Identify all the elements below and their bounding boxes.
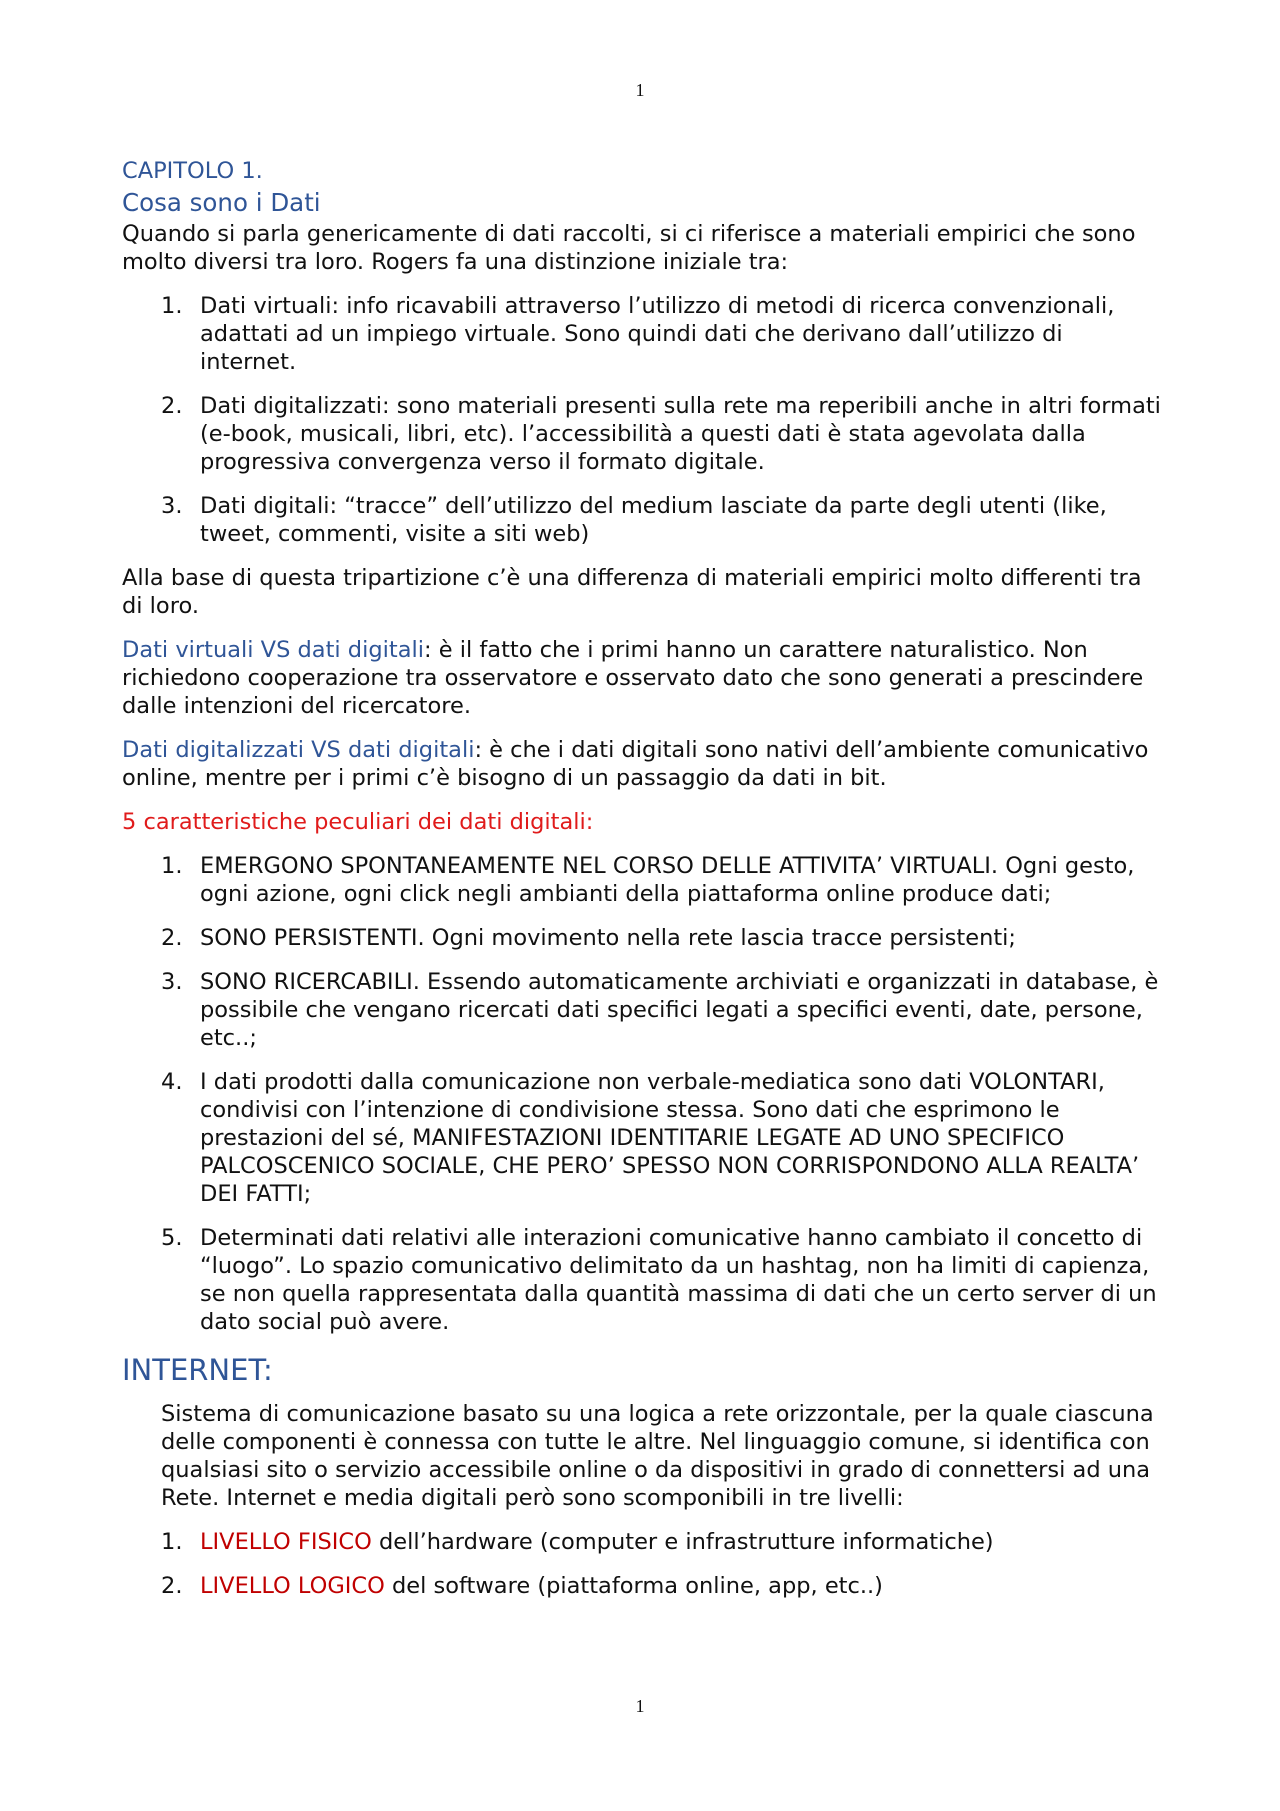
tripartition-paragraph: Alla base di questa tripartizione c’è una differenza di materiali empirici molto differenti tra di loro. [122, 565, 1142, 619]
list-number: 5. [161, 1225, 183, 1251]
list-item [122, 924, 1162, 952]
level-label: LIVELLO FISICO [200, 1529, 372, 1555]
internet-heading: INTERNET: [122, 1353, 273, 1387]
list-text: Dati digitalizzati: sono materiali presenti sulla rete ma reperibili anche in altri formati (e-book, musicali, libri, etc). l’accessibilità a questi dati è stata agevolata dalla progressiva convergenza verso il formato digitale. [200, 393, 1161, 475]
list-text: Dati digitali: “tracce” dell’utilizzo del medium lasciate da parte degli utenti (like, tweet, commenti, visite a siti web) [200, 493, 1107, 547]
features-list [122, 852, 1162, 1336]
list-number: 3. [161, 493, 183, 519]
internet-description: Sistema di comunicazione basato su una logica a rete orizzontale, per la quale ciascuna delle componenti è connessa con tutte le altre. Nel linguaggio comune, si identifica con qualsiasi sito o servizio accessibile online o da dispositivi in grado di connettersi ad una Rete. Internet e media digitali però sono scomponibili in tre livelli: [161, 1401, 1154, 1511]
list-item [122, 292, 1162, 376]
list-number: 2. [161, 1573, 183, 1599]
list-item [122, 1572, 1162, 1600]
intro-paragraph: Quando si parla genericamente di dati raccolti, si ci riferisce a materiali empirici che sono molto diversi tra loro. Rogers fa una distinzione iniziale tra: [122, 221, 1136, 275]
list-text: EMERGONO SPONTANEAMENTE NEL CORSO DELLE ATTIVITA’ VIRTUALI. Ogni gesto, ogni azione, ogni click negli ambianti della piattaforma online produce dati; [200, 853, 1135, 907]
list-text: I dati prodotti dalla comunicazione non verbale-mediatica sono dati VOLONTARI, condivisi con l’intenzione di condivisione stessa. Sono dati che esprimono le prestazioni del sé, MANIFESTAZIONI IDENTITARIE LEGATE AD UNO SPECIFICO PALCOSCENICO SOCIALE, CHE PERO’ SPESSO NON CORRISPONDONO ALLA REALTA’ DEI FATTI; [200, 1069, 1140, 1207]
page-number-bottom: 1 [635, 1696, 645, 1716]
list-item [122, 1224, 1162, 1336]
list-item [122, 1528, 1162, 1556]
section-title: Cosa sono i Dati [122, 188, 321, 217]
list-text: Dati virtuali: info ricavabili attraverso l’utilizzo di metodi di ricerca convenzionali, adattati ad un impiego virtuale. Sono quindi dati che derivano dall’utilizzo di internet. [200, 293, 1115, 375]
list-number: 2. [161, 925, 183, 951]
comparison-text: : è il fatto che i primi hanno un carattere naturalistico. Non richiedono cooperazione tra osservatore e osservato dato che sono generati a prescindere dalle intenzioni del ricercatore. [122, 637, 1144, 719]
comparison-paragraph [122, 736, 1162, 792]
comparison-label: Dati virtuali VS dati digitali [122, 637, 424, 663]
list-item [122, 1068, 1162, 1208]
list-number: 1. [161, 1529, 183, 1555]
list-text: SONO RICERCABILI. Essendo automaticamente archiviati e organizzati in database, è possibile che vengano ricercati dati specifici legati a specifici eventi, date, persone, etc..; [200, 969, 1159, 1051]
list-number: 2. [161, 393, 183, 419]
document-body [122, 156, 1162, 1616]
list-item [122, 492, 1162, 548]
level-text: del software (piattaforma online, app, etc..) [384, 1573, 883, 1599]
features-heading: 5 caratteristiche peculiari dei dati digitali: [122, 809, 594, 835]
level-text: dell’hardware (computer e infrastrutture informatiche) [371, 1529, 994, 1555]
chapter-label: CAPITOLO 1. [122, 158, 263, 184]
list-number: 3. [161, 969, 183, 995]
comparison-paragraph [122, 636, 1162, 720]
comparison-label: Dati digitalizzati VS dati digitali [122, 737, 475, 763]
list-number: 1. [161, 853, 183, 879]
list-text: SONO PERSISTENTI. Ogni movimento nella rete lascia tracce persistenti; [200, 925, 1016, 951]
list-item [122, 392, 1162, 476]
data-types-list [122, 292, 1162, 548]
list-text: Determinati dati relativi alle interazioni comunicative hanno cambiato il concetto di “luogo”. Lo spazio comunicativo delimitato da un hashtag, non ha limiti di capienza, se non quella rappresentata dalla quantità massima di dati che un certo server di un dato social può avere. [200, 1225, 1157, 1335]
level-label: LIVELLO LOGICO [200, 1573, 385, 1599]
list-number: 1. [161, 293, 183, 319]
list-item [122, 968, 1162, 1052]
internet-levels-list [122, 1528, 1162, 1600]
list-number: 4. [161, 1069, 183, 1095]
page-number-top: 1 [635, 80, 645, 100]
list-item [122, 852, 1162, 908]
comparison-text: : è che i dati digitali sono nativi dell’ambiente comunicativo online, mentre per i primi c’è bisogno di un passaggio da dati in bit. [122, 737, 1149, 791]
